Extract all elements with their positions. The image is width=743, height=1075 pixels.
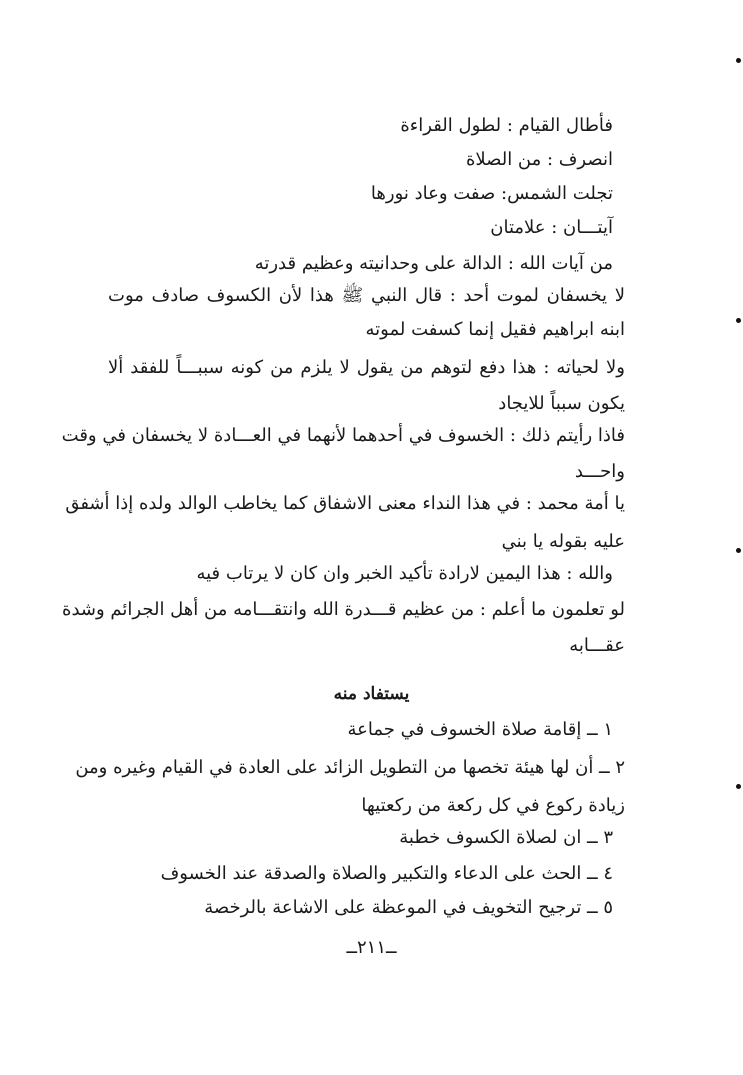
gloss-line-2: انصرف : من الصلاة	[465, 149, 613, 170]
gloss-line-9-cont: عليه بقوله يا بني	[501, 531, 625, 552]
gloss-line-9: يا أمة محمد : في هذا النداء معنى الاشفاق كما يخاطب الوالد ولده إذا أشفق	[65, 493, 625, 514]
page-number: ــ٢١١ــ	[346, 937, 397, 958]
gloss-line-4: آيتـــان : علامتان	[490, 217, 613, 238]
scan-mark	[736, 784, 741, 789]
gloss-line-7: ولا لحياته : هذا دفع لتوهم من يقول لا يلزم من كونه سببـــاً للفقد ألا	[108, 357, 625, 378]
point-4: ٤ ــ الحث على الدعاء والتكبير والصلاة والصدقة عند الخسوف	[160, 863, 613, 884]
section-heading: يستفاد منه	[333, 684, 410, 704]
scan-mark	[736, 318, 741, 323]
gloss-line-1: فأطال القيام : لطول القراءة	[400, 115, 613, 136]
point-2-cont: زيادة ركوع في كل ركعة من ركعتيها	[361, 795, 625, 816]
point-1: ١ ــ إقامة صلاة الخسوف في جماعة	[347, 719, 613, 740]
point-2: ٢ ــ أن لها هيئة تخصها من التطويل الزائد على العادة في القيام وغيره ومن	[75, 757, 625, 778]
scan-mark	[736, 58, 741, 63]
gloss-line-3: تجلت الشمس: صفت وعاد نورها	[370, 183, 613, 204]
gloss-line-6-cont: ابنه ابراهيم فقيل إنما كسفت لموته	[365, 319, 625, 340]
point-3: ٣ ــ ان لصلاة الكسوف خطبة	[399, 827, 613, 848]
gloss-line-11-cont: عقـــابه	[569, 635, 625, 656]
gloss-line-8-cont: واحـــد	[574, 461, 625, 482]
gloss-line-7-cont: يكون سبباً للايجاد	[498, 393, 625, 414]
gloss-line-10: والله : هذا اليمين لارادة تأكيد الخبر وان كان لا يرتاب فيه	[196, 563, 613, 584]
gloss-line-11: لو تعلمون ما أعلم : من عظيم قـــدرة الله وانتقـــامه من أهل الجرائم وشدة	[62, 599, 625, 620]
scan-mark	[736, 548, 741, 553]
gloss-line-6: لا يخسفان لموت أحد : قال النبي ﷺ هذا لأن الكسوف صادف موت	[108, 285, 625, 306]
gloss-line-5: من آيات الله : الدالة على وحدانيته وعظيم قدرته	[254, 253, 613, 274]
gloss-line-8: فاذا رأيتم ذلك : الخسوف في أحدهما لأنهما في العـــادة لا يخسفان في وقت	[61, 425, 625, 446]
point-5: ٥ ــ ترجيح التخويف في الموعظة على الاشاعة بالرخصة	[204, 897, 613, 918]
